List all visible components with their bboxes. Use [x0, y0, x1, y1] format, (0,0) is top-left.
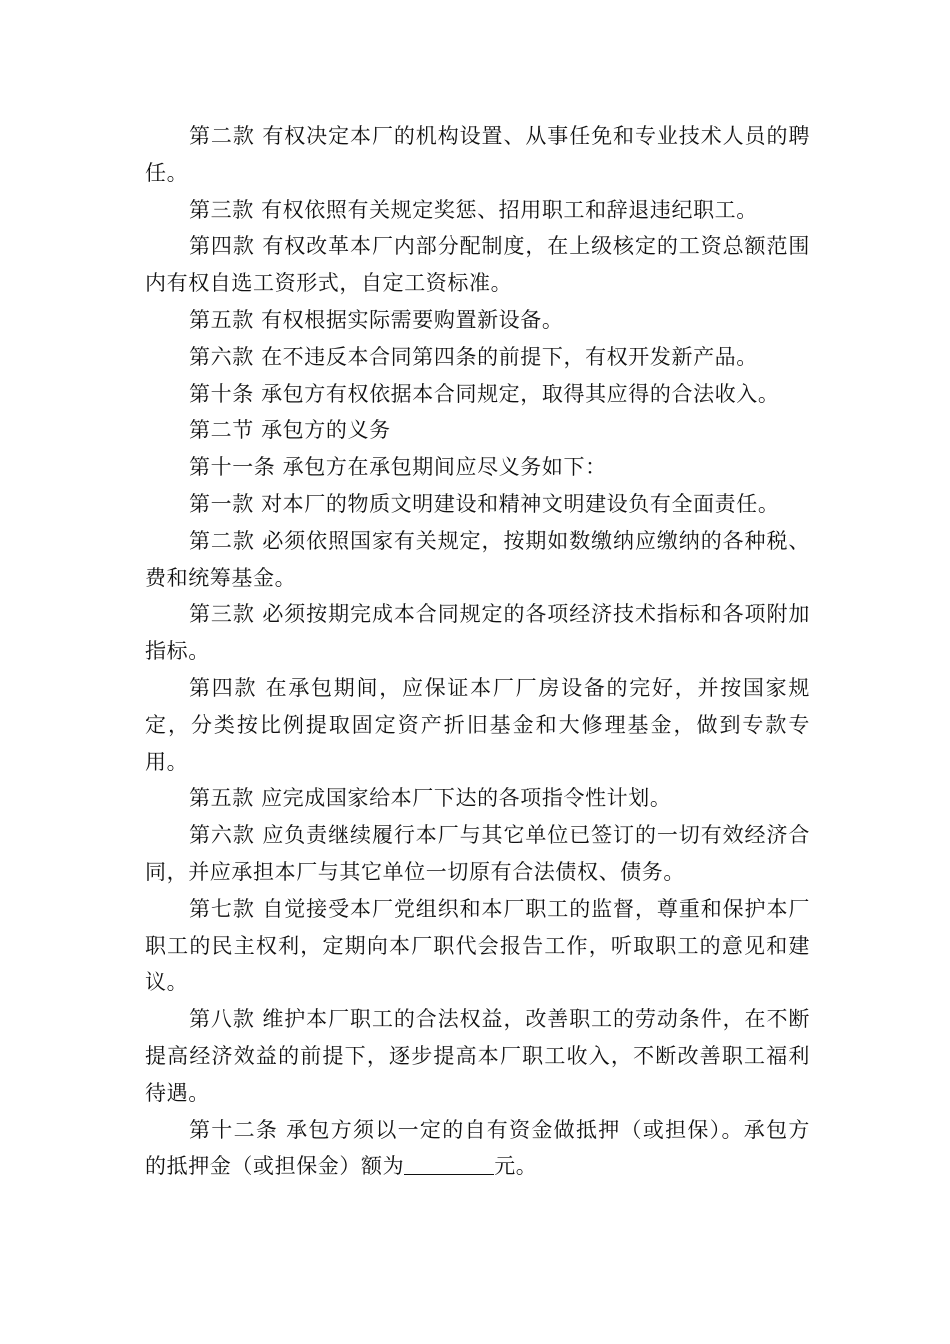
paragraph-clause-4-right: 第四款 有权改革本厂内部分配制度，在上级核定的工资总额范围内有权自选工资形式，自定工资标准。	[145, 234, 810, 296]
document-body	[145, 118, 810, 1185]
paragraph-clause-2-duty: 第二款 必须依照国家有关规定，按期如数缴纳应缴纳的各种税、费和统筹基金。	[145, 528, 810, 590]
paragraph-clause-2-right: 第二款 有权决定本厂的机构设置、从事任免和专业技术人员的聘任。	[145, 124, 810, 185]
paragraph-clause-6-right: 第六款 在不违反本合同第四条的前提下，有权开发新产品。	[189, 344, 758, 369]
paragraph-clause-6-duty: 第六款 应负责继续履行本厂与其它单位已签订的一切有效经济合同，并应承担本厂与其它单位一切原有合法债权、债务。	[145, 823, 810, 884]
paragraph-article-10: 第十条 承包方有权依据本合同规定，取得其应得的合法收入。	[189, 381, 780, 406]
article-12-unit: 元。	[494, 1154, 538, 1179]
paragraph-clause-7-duty: 第七款 自觉接受本厂党组织和本厂职工的监督，尊重和保护本厂职工的民主权利，定期向本厂职代会报告工作，听取职工的意见和建议。	[145, 896, 810, 995]
paragraph-article-11: 第十一条 承包方在承包期间应尽义务如下：	[189, 455, 607, 480]
paragraph-clause-1-duty: 第一款 对本厂的物质文明建设和精神文明建设负有全面责任。	[189, 491, 780, 516]
paragraph-clause-8-duty: 第八款 维护本厂职工的合法权益，改善职工的劳动条件，在不断提高经济效益的前提下，逐步提高本厂职工收入，不断改善职工福利待遇。	[145, 1007, 810, 1105]
deposit-amount-blank	[404, 1153, 494, 1175]
paragraph-clause-4-duty: 第四款 在承包期间，应保证本厂厂房设备的完好，并按国家规定，分类按比例提取固定资产折旧基金和大修理基金，做到专款专用。	[145, 675, 810, 774]
article-12-text: 第十二条 承包方须以一定的自有资金做抵押（或担保）。承包方的抵押金（或担保金）额为	[145, 1117, 810, 1179]
paragraph-clause-3-duty: 第三款 必须按期完成本合同规定的各项经济技术指标和各项附加指标。	[145, 602, 810, 664]
paragraph-clause-5-duty: 第五款 应完成国家给本厂下达的各项指令性计划。	[189, 786, 672, 811]
paragraph-clause-5-right: 第五款 有权根据实际需要购置新设备。	[189, 307, 564, 332]
paragraph-article-12	[145, 1112, 810, 1186]
paragraph-clause-3-right: 第三款 有权依照有关规定奖惩、招用职工和辞退违纪职工。	[189, 197, 758, 222]
section-heading-obligations: 第二节 承包方的义务	[189, 418, 391, 443]
